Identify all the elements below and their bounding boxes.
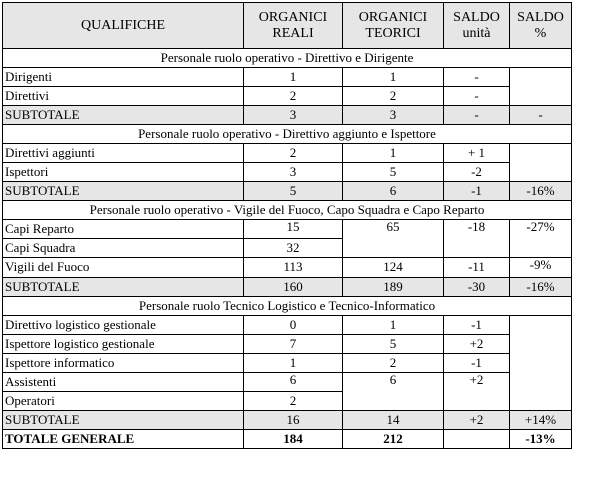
cell-saldo <box>444 430 510 449</box>
cell-percent <box>510 144 572 182</box>
cell-reali: 1 <box>244 354 343 373</box>
row-label: Ispettori <box>3 163 244 182</box>
table-row <box>3 354 572 373</box>
cell-percent: -9% <box>510 258 572 278</box>
cell-teorici: 124 <box>343 258 444 278</box>
table-row <box>3 163 572 182</box>
cell-saldo: -1 <box>444 316 510 335</box>
cell-saldo: - <box>444 68 510 87</box>
cell-reali: 0 <box>244 316 343 335</box>
subtotal-row <box>3 106 572 125</box>
cell-teorici: 2 <box>343 87 444 106</box>
cell-reali: 2 <box>244 392 343 411</box>
cell-saldo: +2 <box>444 373 510 411</box>
cell-reali: 16 <box>244 411 343 430</box>
row-label: Ispettore logistico gestionale <box>3 335 244 354</box>
cell-reali: 1 <box>244 68 343 87</box>
cell-saldo: -1 <box>444 182 510 201</box>
cell-percent: -16% <box>510 278 572 297</box>
cell-percent: -27% <box>510 220 572 258</box>
cell-teorici: 3 <box>343 106 444 125</box>
cell-reali: 6 <box>244 373 343 392</box>
cell-reali: 32 <box>244 239 343 258</box>
cell-saldo: -2 <box>444 163 510 182</box>
subtotal-row <box>3 182 572 201</box>
cell-teorici: 14 <box>343 411 444 430</box>
staffing-table <box>2 2 572 449</box>
table-row <box>3 373 572 392</box>
table-row <box>3 335 572 354</box>
cell-reali: 184 <box>244 430 343 449</box>
cell-percent: +14% <box>510 411 572 430</box>
row-label: Ispettore informatico <box>3 354 244 373</box>
cell-teorici: 212 <box>343 430 444 449</box>
cell-teorici: 5 <box>343 163 444 182</box>
table-row <box>3 68 572 87</box>
cell-reali: 15 <box>244 220 343 239</box>
table-row <box>3 258 572 278</box>
section-title: Personale ruolo operativo - Direttivo e Dirigente <box>3 49 572 68</box>
total-row <box>3 430 572 449</box>
cell-saldo: -18 <box>444 220 510 258</box>
table-row <box>3 220 572 239</box>
cell-teorici: 1 <box>343 316 444 335</box>
cell-reali: 2 <box>244 144 343 163</box>
cell-saldo: - <box>444 87 510 106</box>
section-title: Personale ruolo operativo - Direttivo aggiunto e Ispettore <box>3 125 572 144</box>
section-title-row <box>3 49 572 68</box>
cell-saldo: +2 <box>444 411 510 430</box>
row-label: Vigili del Fuoco <box>3 258 244 278</box>
cell-reali: 5 <box>244 182 343 201</box>
subtotal-row <box>3 411 572 430</box>
cell-teorici: 5 <box>343 335 444 354</box>
table-container <box>2 2 572 449</box>
cell-teorici: 2 <box>343 354 444 373</box>
cell-teorici: 6 <box>343 373 444 411</box>
table-row <box>3 316 572 335</box>
cell-reali: 3 <box>244 106 343 125</box>
cell-saldo: -30 <box>444 278 510 297</box>
cell-teorici: 65 <box>343 220 444 258</box>
section-title: Personale ruolo operativo - Vigile del Fuoco, Capo Squadra e Capo Reparto <box>3 201 572 220</box>
subtotal-label: SUBTOTALE <box>3 278 244 297</box>
header-organici-reali: ORGANICI REALI <box>244 3 343 49</box>
cell-saldo: -11 <box>444 258 510 278</box>
cell-saldo: + 1 <box>444 144 510 163</box>
row-label: Capi Reparto <box>3 220 244 239</box>
cell-percent <box>510 68 572 106</box>
row-label: Assistenti <box>3 373 244 392</box>
cell-teorici: 1 <box>343 144 444 163</box>
row-label: Direttivi <box>3 87 244 106</box>
section-title-row <box>3 201 572 220</box>
header-row <box>3 3 572 49</box>
cell-reali: 3 <box>244 163 343 182</box>
row-label: Operatori <box>3 392 244 411</box>
section-title-row <box>3 125 572 144</box>
subtotal-label: SUBTOTALE <box>3 411 244 430</box>
header-qualifiche: QUALIFICHE <box>3 3 244 49</box>
cell-saldo: - <box>444 106 510 125</box>
table-row <box>3 87 572 106</box>
cell-reali: 2 <box>244 87 343 106</box>
cell-percent: -13% <box>510 430 572 449</box>
cell-percent: - <box>510 106 572 125</box>
cell-percent: -16% <box>510 182 572 201</box>
subtotal-label: SUBTOTALE <box>3 106 244 125</box>
cell-reali: 160 <box>244 278 343 297</box>
cell-saldo: +2 <box>444 335 510 354</box>
row-label: Direttivi aggiunti <box>3 144 244 163</box>
header-saldo-percent: SALDO % <box>510 3 572 49</box>
row-label: Dirigenti <box>3 68 244 87</box>
row-label: Capi Squadra <box>3 239 244 258</box>
subtotal-label: SUBTOTALE <box>3 182 244 201</box>
header-organici-teorici: ORGANICI TEORICI <box>343 3 444 49</box>
cell-teorici: 1 <box>343 68 444 87</box>
section-title-row <box>3 297 572 316</box>
cell-teorici: 6 <box>343 182 444 201</box>
cell-reali: 7 <box>244 335 343 354</box>
cell-teorici: 189 <box>343 278 444 297</box>
section-title: Personale ruolo Tecnico Logistico e Tecnico-Informatico <box>3 297 572 316</box>
row-label: Direttivo logistico gestionale <box>3 316 244 335</box>
cell-saldo: -1 <box>444 354 510 373</box>
total-label: TOTALE GENERALE <box>3 430 244 449</box>
subtotal-row <box>3 278 572 297</box>
cell-percent <box>510 316 572 411</box>
table-row <box>3 144 572 163</box>
header-saldo-unita: SALDO unità <box>444 3 510 49</box>
cell-reali: 113 <box>244 258 343 278</box>
